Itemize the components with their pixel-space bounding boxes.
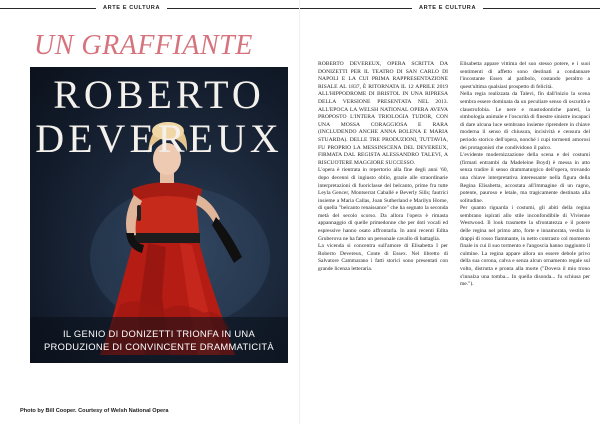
article-column-1 bbox=[318, 61, 448, 274]
feature-kicker: UN GRAFFIANTE bbox=[34, 30, 253, 61]
article-paragraph: Nella regia realizzata da Talevi, fin dall'inizio la scena sembra essere dominata da un peculiare senso di oscurità e claustrofobia. Le nere e mastodontiche pareti, la simbologia animale e l'oscurità di finestre sinistre incapaci di dare alcuna luce sembrano insieme riprendere in chiave moderna il senso di chiusura, incisività e censura del periodo storico dell'opera, nonché i cupi tormenti amorosi dei protagonisti che condividono il palco. bbox=[460, 91, 590, 151]
article-paragraph: Per quanto riguarda i costumi, gli abiti della regina sembrano ispirati allo stile inconfondibile di Vivienne Westwood. Il look trasmette la sfrontatezza e il potere delle regina nel primo atto, forte e innamorata, vestita in drappi di rosso fiammante, in netto contrasto col momento finale in cui il suo tormento e l'angoscia hanno raggiunto il culmine. La regina appare allora un essere debole privo della sua corona, calva e senza alcun ornamento regale sul volto, distrutta e pronta alla morte ("Dovera il mio trono s'innalza una tomba... In quella disonda... fu schiusa per me."). bbox=[460, 205, 590, 288]
right-page bbox=[300, 0, 600, 424]
feature-title-line1: ROBERTO bbox=[53, 72, 265, 117]
header-rule bbox=[300, 8, 412, 9]
right-page-header bbox=[300, 3, 600, 13]
article-column-2 bbox=[460, 61, 590, 289]
article-paragraph: L'opera è rientrata in repertorio alla fine degli anni '60, dopo decenni di ingiusto oblio, grazie alle straordinarie interpretazioni di fuoriclasse del belcanto, prime fra tutte Leyla Gencer, Montserrat Caballé e Beverly Sills; fautrici insieme a Maria Callas, Joan Sutherland e Marilyn Horne, di quella "belcanto renaissance" che ha segnato la seconda metà del secolo scorso. Da allora l'opera è rimasta appannaggio di quelle primedonne che per doti vocali ed espressive hanno osato affrontarla. In anni recenti Edita Gruberova ne ha fatto un personale cavallo di battaglia. bbox=[318, 167, 448, 242]
hero-photo bbox=[30, 67, 288, 363]
header-rule bbox=[483, 8, 600, 9]
left-page-header bbox=[0, 3, 300, 13]
feature-tagline bbox=[30, 327, 288, 353]
article-paragraph: Elisabetta appare vittima del suo stesso potere, e i suoi sentimenti di affetto sono destinati a condannare l'incostante Essex al patibolo, costando peraltro a quest'ultima qualsiasi prospetto di felicità. bbox=[460, 61, 590, 90]
tagline-line1: IL GENIO DI DONIZETTI TRIONFA IN UNA bbox=[62, 328, 256, 339]
tagline-line2: PRODUZIONE DI CONVINCENTE DRAMMATICITÀ bbox=[44, 341, 274, 352]
feature-title-line2: DEVEREUX bbox=[35, 116, 283, 161]
article-paragraph: L'evidente modernizzazione della scena e dei costumi (firmati entrambi da Madeleine Boyd) è messa in atto senza tradire il senso drammaturgico dell'opera, trovando una chiave interpretativa interessante nella figura della Regina Elisabetta, accostata all'immagine di un ragno, potente, pauroso e letale, ma tragicamente destinata alla solitudine. bbox=[460, 152, 590, 204]
section-label: ARTE E CULTURA bbox=[419, 5, 477, 11]
header-rule bbox=[0, 8, 96, 9]
section-label: ARTE E CULTURA bbox=[103, 5, 161, 11]
photo-credit: Photo by Bill Cooper. Courtesy of Welsh National Opera bbox=[20, 408, 169, 414]
article-paragraph: La vicenda si concentra sull'amore di Elisabetta I per Roberto Devereux, Conte di Essex. Nel libretto di Salvatore Cammarano i fatti storici sono presentati con grande licenza letteraria. bbox=[318, 243, 448, 273]
header-rule bbox=[167, 8, 300, 9]
article-lead: ROBERTO DEVEREUX, OPERA SCRITTA DA DONIZETTI PER IL TEATRO DI SAN CARLO DI NAPOLI E LA CUI PRIMA RAPPRESENTAZIONE RISALE AL 1837, È RITORNATA IL 12 APRILE 2019 ALL'HIPPODROME DI BRISTOL IN UNA RIPRESA DELLA VERSIONE PRESENTATA NEL 2013. ALL'EPOCA LA WELSH NATIONAL OPERA AVEVA PROPOSTO L'INTERA TRIOLOGIA TUDOR, CON UNA MOSSA CORAGGIOSA E RARA (INCLUDENDO ANCHE ANNA BOLENA E MARIA STUARDA). DELLE TRE PRODUZIONI, TUTTAVIA, FU PROPRIO LA MESSINSCENA DEL DEVEREUX, FIRMATA DAL REGISTA ALESSANDRO TALEVI, A RISCUOTERE MAGGIORE SUCCESSO. bbox=[318, 61, 448, 166]
